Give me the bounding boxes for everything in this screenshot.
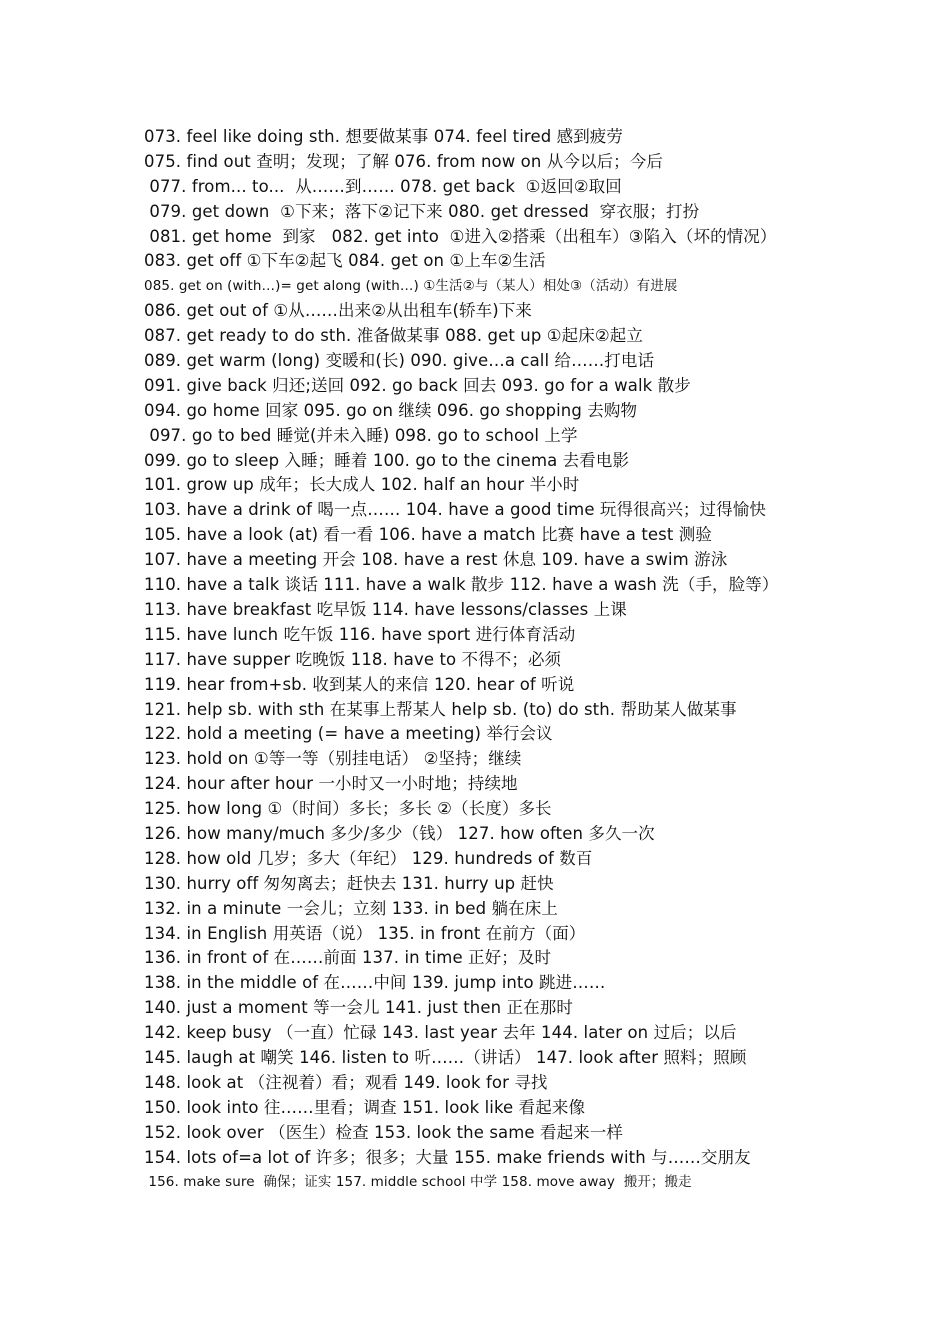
phrase-line: 113. have breakfast 吃早饭 114. have lessons/classes 上课 <box>144 599 627 619</box>
phrase-line: 148. look at （注视着）看；观看 149. look for 寻找 <box>144 1072 548 1092</box>
phrase-line: 154. lots of=a lot of 许多；很多；大量 155. make friends with 与……交朋友 <box>144 1147 751 1167</box>
phrase-line: 140. just a moment 等一会儿 141. just then 正在那时 <box>144 998 573 1018</box>
phrase-line: 117. have supper 吃晚饭 118. have to 不得不；必须 <box>144 649 562 669</box>
phrase-line: 123. hold on ①等一等（别挂电话） ②坚持；继续 <box>144 749 522 769</box>
phrase-line: 145. laugh at 嘲笑 146. listen to 听……（讲话） 147. look after 照料；照顾 <box>144 1047 747 1067</box>
phrase-line: 081. get home 到家 082. get into ①进入②搭乘（出租车）③陷入（坏的情况） <box>144 226 777 246</box>
phrase-line: 128. how old 几岁；多大（年纪） 129. hundreds of 数百 <box>144 848 593 868</box>
phrase-line: 110. have a talk 谈话 111. have a walk 散步 112. have a wash 洗（手，脸等） <box>144 575 779 595</box>
phrase-line: 124. hour after hour 一小时又一小时地；持续地 <box>144 774 518 794</box>
phrase-line: 119. hear from+sb. 收到某人的来信 120. hear of 听说 <box>144 674 575 694</box>
phrase-line: 126. how many/much 多少/多少（钱） 127. how often 多久一次 <box>144 823 655 843</box>
phrase-line: 087. get ready to do sth. 准备做某事 088. get up ①起床②起立 <box>144 326 643 346</box>
phrase-line: 156. make sure 确保；证实 157. middle school 中学 158. move away 搬开；搬走 <box>144 1174 692 1191</box>
phrase-line: 115. have lunch 吃午饭 116. have sport 进行体育活动 <box>144 624 576 644</box>
phrase-line: 132. in a minute 一会儿；立刻 133. in bed 躺在床上 <box>144 898 558 918</box>
phrase-line: 077. from... to... 从……到…… 078. get back ①返回②取回 <box>144 176 622 196</box>
phrase-line: 138. in the middle of 在……中间 139. jump into 跳进…… <box>144 973 606 993</box>
phrase-line: 075. find out 查明；发现；了解 076. from now on 从今以后；今后 <box>144 151 663 171</box>
phrase-line: 085. get on (with…)= get along (with…) ①生活②与（某人）相处③（活动）有进展 <box>144 278 678 295</box>
phrase-line: 134. in English 用英语（说） 135. in front 在前方（面） <box>144 923 586 943</box>
phrase-line: 125. how long ①（时间）多长；多长 ②（长度）多长 <box>144 799 552 819</box>
phrase-line: 094. go home 回家 095. go on 继续 096. go shopping 去购物 <box>144 400 638 420</box>
phrase-line: 091. give back 归还;送回 092. go back 回去 093. go for a walk 散步 <box>144 375 691 395</box>
phrase-line: 105. have a look (at) 看一看 106. have a match 比赛 have a test 测验 <box>144 525 712 545</box>
phrase-line: 086. get out of ①从……出来②从出租车(轿车)下来 <box>144 301 532 321</box>
phrase-line: 089. get warm (long) 变暖和(长) 090. give…a call 给……打电话 <box>144 351 655 371</box>
phrase-line: 103. have a drink of 喝一点…… 104. have a good time 玩得很高兴；过得愉快 <box>144 500 766 520</box>
phrase-line: 083. get off ①下车②起飞 084. get on ①上车②生活 <box>144 251 546 271</box>
phrase-line: 079. get down ①下来；落下②记下来 080. get dressed 穿衣服；打扮 <box>144 201 700 221</box>
phrase-line: 152. look over （医生）检查 153. look the same 看起来一样 <box>144 1122 623 1142</box>
phrase-line: 097. go to bed 睡觉(并未入睡) 098. go to school 上学 <box>144 425 578 445</box>
phrase-line: 073. feel like doing sth. 想要做某事 074. feel tired 感到疲劳 <box>144 127 624 146</box>
phrase-line: 130. hurry off 匆匆离去；赶快去 131. hurry up 赶快 <box>144 873 554 893</box>
phrase-line: 121. help sb. with sth 在某事上帮某人 help sb. (to) do sth. 帮助某人做某事 <box>144 699 737 719</box>
phrase-line: 142. keep busy （一直）忙碌 143. last year 去年 144. later on 过后；以后 <box>144 1023 737 1043</box>
phrase-line: 136. in front of 在……前面 137. in time 正好；及时 <box>144 948 552 968</box>
phrase-line: 107. have a meeting 开会 108. have a rest 休息 109. have a swim 游泳 <box>144 550 728 570</box>
phrase-line: 122. hold a meeting (= have a meeting) 举行会议 <box>144 724 553 744</box>
phrase-line: 150. look into 往……里看；调查 151. look like 看起来像 <box>144 1097 586 1117</box>
phrase-list <box>144 125 814 1195</box>
phrase-line: 101. grow up 成年；长大成人 102. half an hour 半小时 <box>144 475 580 495</box>
phrase-line: 099. go to sleep 入睡；睡着 100. go to the cinema 去看电影 <box>144 450 630 470</box>
